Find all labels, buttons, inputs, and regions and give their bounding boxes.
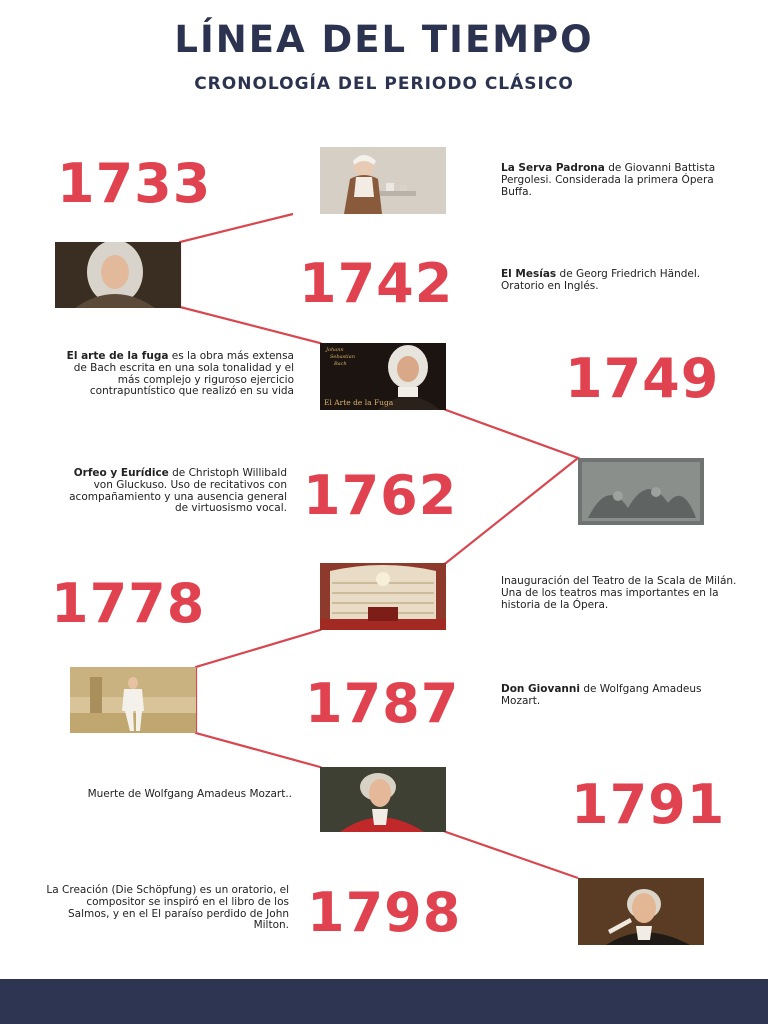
cover-author-middle: Sebastian <box>330 354 355 360</box>
event-1733-title: La Serva Padrona <box>501 162 605 174</box>
event-1742-description: El Mesías de Georg Friedrich Händel. Oratorio en Inglés. <box>501 268 701 292</box>
page-subtitle: CRONOLOGÍA DEL PERIODO CLÁSICO <box>194 74 574 94</box>
footer-bar <box>0 979 768 1024</box>
event-1787-description: Don Giovanni de Wolfgang Amadeus Mozart. <box>501 683 702 707</box>
year-1787: 1787 <box>305 672 460 735</box>
event-1791-description: Muerte de Wolfgang Amadeus Mozart.. <box>87 788 292 800</box>
year-1798: 1798 <box>307 881 462 944</box>
year-1733: 1733 <box>57 152 212 215</box>
event-1798-description: La Creación (Die Schöpfung) es un oratorio, el compositor se inspiró en el libro de los Salmos, y en el El paraíso perdido de John Milton. <box>46 884 289 932</box>
cover-author-first: Johann <box>326 347 344 353</box>
chocolate-girl-painting <box>320 147 446 214</box>
orfeo-engraving <box>578 458 704 525</box>
event-1787-title: Don Giovanni <box>501 683 580 695</box>
year-1749: 1749 <box>565 347 720 410</box>
event-1742-title: El Mesías <box>501 268 557 280</box>
la-scala-interior <box>320 563 446 630</box>
event-1762-title: Orfeo y Eurídice <box>73 467 169 479</box>
cover-author-last: Bach <box>334 361 347 367</box>
bach-art-of-fugue-cover <box>320 343 446 410</box>
event-1749-title: El arte de la fuga <box>66 350 169 362</box>
don-giovanni-painting <box>70 667 196 733</box>
event-1778-description: Inauguración del Teatro de la Scala de Milán. Una de los teatros mas importantes en la historia de la Ópera. <box>501 575 737 611</box>
event-1749-description: El arte de la fuga es la obra más extensa de Bach escrita en una sola tonalidad y el más complejo y riguroso ejercicio contrapuntístico que realizó en su vida <box>66 350 294 398</box>
cover-title: El Arte de la Fuga <box>324 398 394 407</box>
page-title: LÍNEA DEL TIEMPO <box>174 18 594 61</box>
year-1778: 1778 <box>51 572 206 635</box>
handel-portrait <box>55 242 181 308</box>
mozart-portrait <box>320 767 446 832</box>
haydn-portrait <box>578 878 704 945</box>
year-1762: 1762 <box>303 464 458 527</box>
event-1733-description: La Serva Padrona de Giovanni Battista Pergolesi. Considerada la primera Ópera Buffa. <box>501 162 716 198</box>
year-1742: 1742 <box>299 252 454 315</box>
event-1762-description: Orfeo y Eurídice de Christoph Willibald von Gluckuso. Uso de recitativos con acompañamiento y una ausencia general de virtuosismo vocal. <box>69 467 287 515</box>
year-1791: 1791 <box>571 773 726 836</box>
